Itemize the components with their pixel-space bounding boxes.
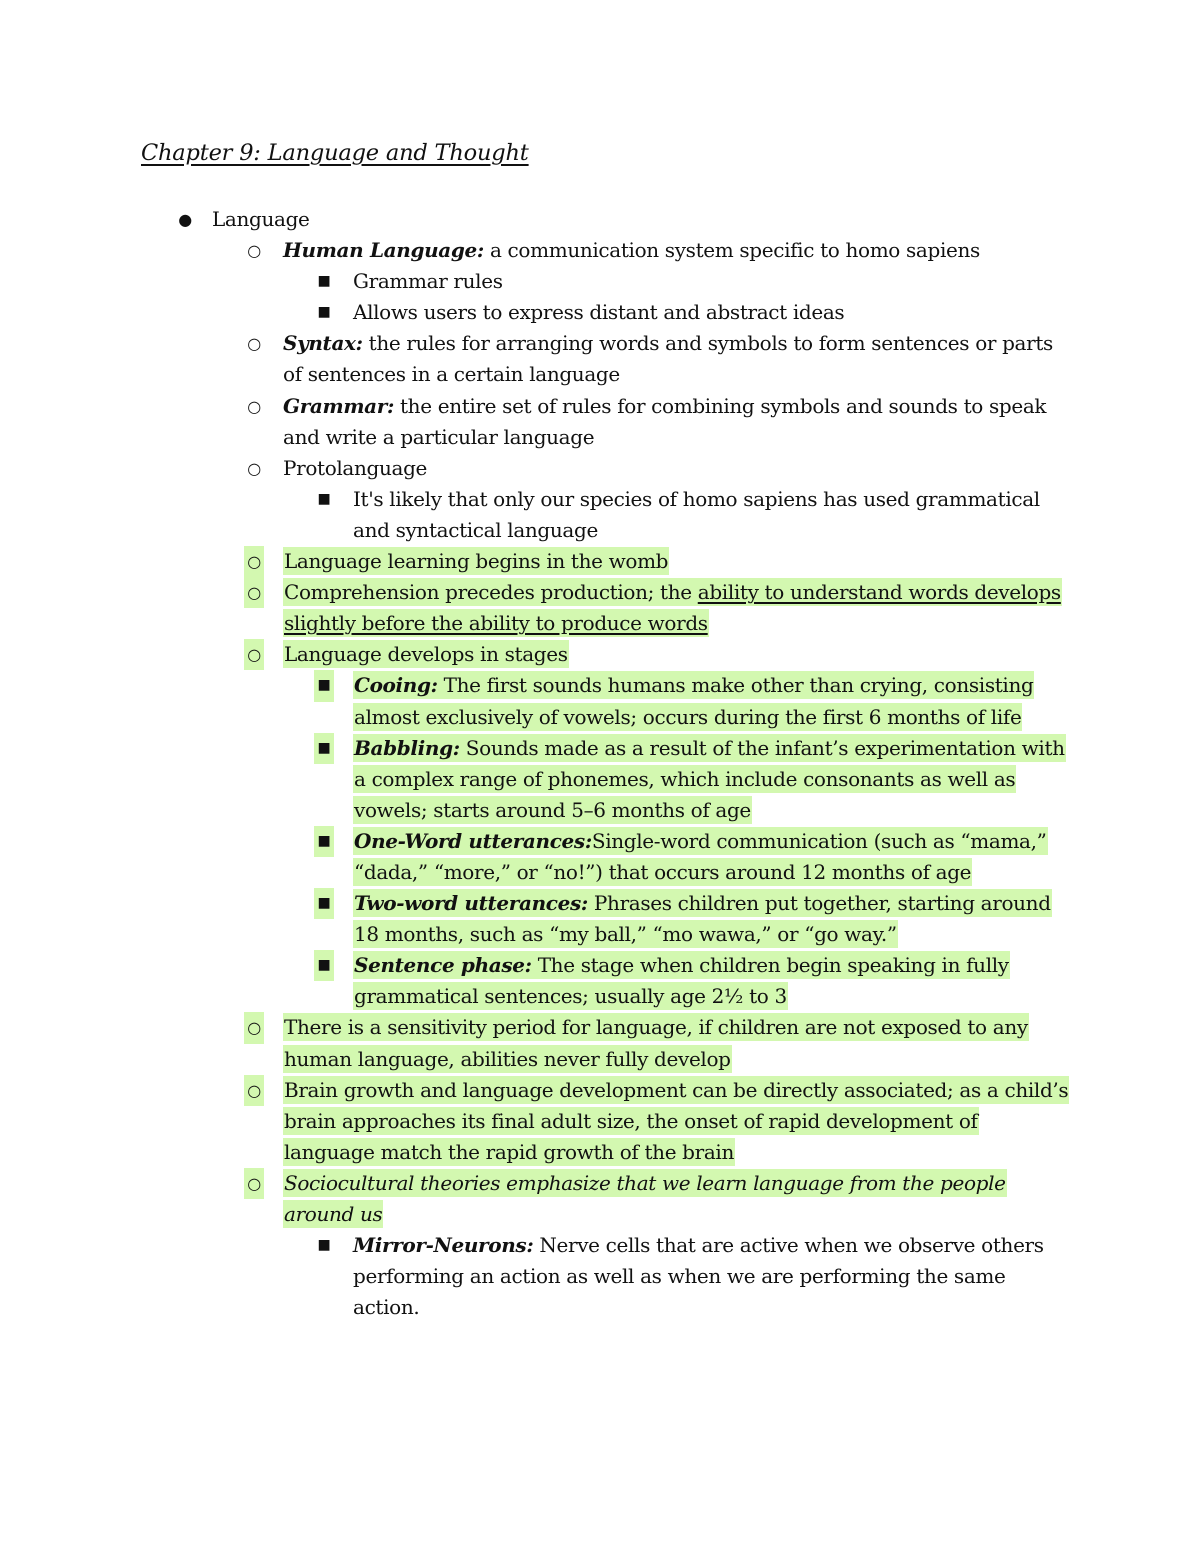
square-bullet-icon: ■	[317, 273, 331, 290]
bullet-syntax	[0, 328, 1073, 390]
term-label: Babbling:	[354, 735, 460, 760]
filled-circle-bullet-icon: ●	[178, 210, 192, 229]
term-label: Mirror-Neurons:	[353, 1233, 534, 1258]
bullet-grammar	[0, 391, 1073, 453]
highlighted-text: Language develops in stages	[284, 642, 568, 667]
item-text: It's likely that only our species of homo sapiens has used grammatical and syntactical language	[353, 486, 1040, 542]
bullet-sensitivity-period	[0, 1012, 1073, 1074]
bullet-one-word	[0, 826, 1073, 888]
definition-text: The first sounds humans make other than crying, consisting almost exclusively of vowels; occurs during the first 6 months of life	[354, 673, 1034, 729]
highlighted-text	[353, 889, 1052, 948]
bullet-babbling	[0, 733, 1073, 826]
item-text: Allows users to express distant and abstract ideas	[353, 300, 845, 325]
item-text: Grammar rules	[353, 269, 503, 294]
bullet-comprehension	[0, 577, 1073, 639]
hollow-circle-bullet-icon: ○	[244, 546, 264, 577]
comprehension-text: Comprehension precedes production; the	[284, 580, 698, 605]
term-label: Two-word utterances:	[354, 891, 588, 916]
definition-text: the entire set of rules for combining symbols and sounds to speak and write a particular language	[283, 393, 1047, 449]
bullet-mirror-neurons	[0, 1230, 1073, 1323]
highlighted-text	[353, 951, 1010, 1010]
hollow-circle-bullet-icon: ○	[247, 241, 261, 261]
highlighted-text	[353, 734, 1066, 824]
square-bullet-icon: ■	[314, 670, 334, 701]
hollow-circle-bullet-icon: ○	[244, 1075, 264, 1106]
bullet-stages	[0, 639, 1073, 670]
definition-text: Single-word communication (such as “mama,” “dada,” “more,” or “no!”) that occurs around 12 months of age	[354, 828, 1047, 884]
highlighted-text	[353, 827, 1048, 886]
hollow-circle-bullet-icon: ○	[247, 396, 261, 416]
bullet-brain-growth	[0, 1075, 1073, 1168]
term-label: Cooing:	[354, 673, 438, 698]
term-label: One-Word utterances:	[354, 828, 592, 853]
notes-outline	[0, 204, 1200, 1323]
definition-text: The stage when children begin speaking in fully grammatical sentences; usually age 2½ to 3	[354, 953, 1009, 1009]
hollow-circle-bullet-icon: ○	[244, 639, 264, 670]
definition-text: a communication system specific to homo sapiens	[483, 238, 980, 263]
bullet-grammar-rules	[0, 266, 1073, 297]
hollow-circle-bullet-icon: ○	[247, 334, 261, 354]
square-bullet-icon: ■	[314, 733, 334, 764]
bullet-sentence-phase	[0, 950, 1073, 1012]
item-text: Language	[212, 207, 310, 231]
hollow-circle-bullet-icon: ○	[244, 577, 264, 608]
bullet-human-language	[0, 235, 1073, 266]
square-bullet-icon: ■	[314, 888, 334, 919]
highlighted-text: Sociocultural theories emphasize that we learn language from the people around us	[284, 1170, 1006, 1226]
term-label: Grammar:	[283, 393, 394, 418]
square-bullet-icon: ■	[317, 304, 331, 321]
square-bullet-icon: ■	[314, 950, 334, 981]
highlighted-text: Language learning begins in the womb	[284, 549, 669, 574]
bullet-two-word	[0, 888, 1073, 950]
bullet-cooing	[0, 670, 1073, 732]
square-bullet-icon: ■	[314, 826, 334, 857]
bullet-womb	[0, 546, 1073, 577]
bullet-likely-homo-sapiens	[0, 484, 1073, 546]
term-label: Sentence phase:	[354, 953, 532, 978]
bullet-sociocultural	[0, 1168, 1073, 1230]
underlined-text: ability to understand words develops slightly before the ability to produce words	[284, 580, 1061, 636]
term-label: Human Language:	[283, 238, 484, 263]
square-bullet-icon: ■	[317, 1237, 331, 1254]
definition-text: the rules for arranging words and symbols to form sentences or parts of sentences in a certain language	[283, 331, 1053, 387]
chapter-title: Chapter 9: Language and Thought	[141, 140, 529, 166]
hollow-circle-bullet-icon: ○	[244, 1168, 264, 1199]
highlighted-text: Brain growth and language development can be directly associated; as a child’s brain approaches its final adult size, the onset of rapid development of language match the rapid growth of the brain	[284, 1077, 1069, 1164]
square-bullet-icon: ■	[317, 490, 331, 507]
hollow-circle-bullet-icon: ○	[244, 1012, 264, 1043]
definition-text: Nerve cells that are active when we observe others performing an action as well as when we are performing the same action.	[353, 1233, 1044, 1320]
bullet-protolanguage	[0, 453, 1073, 484]
item-text: Protolanguage	[283, 455, 428, 480]
bullet-allows-users	[0, 297, 1073, 328]
highlighted-text	[283, 578, 1062, 637]
bullet-language	[0, 204, 1072, 235]
highlighted-text	[353, 671, 1034, 730]
hollow-circle-bullet-icon: ○	[247, 458, 261, 478]
term-label: Syntax:	[283, 331, 363, 356]
highlighted-text: There is a sensitivity period for language, if children are not exposed to any human language, abilities never fully develop	[284, 1015, 1028, 1071]
definition-text: Sounds made as a result of the infant’s experimentation with a complex range of phonemes, which include consonants as well as vowels; starts around 5–6 months of age	[354, 735, 1065, 822]
definition-text: Phrases children put together, starting around 18 months, such as “my ball,” “mo wawa,” or “go way.”	[354, 891, 1051, 947]
